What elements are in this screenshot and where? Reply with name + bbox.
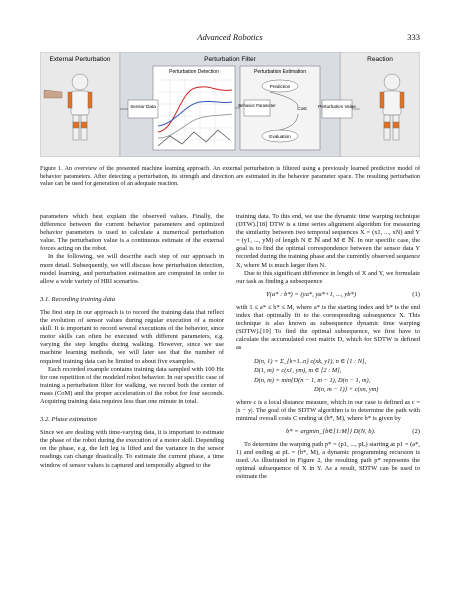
section-heading: 3.1. Recording training data (40, 295, 116, 303)
running-header (40, 32, 420, 44)
equation-line: D(n, 1) = Σ_{k=1..n} c(xk, y1), n ∈ [1 : N], (254, 357, 367, 365)
sensor-box (128, 100, 158, 118)
equation-body: b* = argmin_{b∈[1:M]} D(N, b). (286, 427, 376, 435)
equation-1 (236, 291, 420, 299)
overview-figure (40, 52, 420, 157)
pvalue-label: Perturbation Value (318, 104, 356, 109)
pvalue-box (322, 100, 352, 118)
filter-label: Perturbation Filter (204, 56, 256, 63)
behavior-label: Behavior Parameter (238, 103, 276, 108)
detection-box (153, 66, 235, 150)
cost-matrix-equations (254, 357, 420, 395)
paragraph: In the following, we will describe each step of our approach in more detail. Subsequently, we will discuss how perturbation detection, model learning, and perturbation estimation are computed in order to allow a wide variety of HRI scenarios. (40, 253, 224, 285)
paragraph: where c is a local distance measure, which in our case is defined as c = |x − y|. The goal of the SDTW algorithm is to determine the path with minimal overall costs C ending at (b*, M), where b* is given by (236, 398, 420, 422)
equation-line: D(n, m − 1)} + c(xn, ym) (314, 386, 379, 393)
prediction-label: Prediction (269, 84, 291, 89)
left-column (40, 213, 224, 470)
reaction-label: Reaction (367, 56, 393, 63)
paragraph: Since we are dealing with time-varying data, it is important to estimate the phase of the robot during the execution of a motor skill. Depending on the phase, e.g. the left leg is lifted and the variance in the sensor readings can change drastically. To estimate the current phase, a time window of sensor values is captured and temporally aligned to the (40, 429, 224, 469)
paragraph: The first step in our approach is to record the training data that reflect the evolution of sensor values during regular execution of a motor skill. It is important to record several executions of the behavior, since motor skills can often be executed with different parameters, e.g. varying the step lengths during walking. However, since we use machine learning methods, we will later see that the number of required training data can be limited to about five examples. (40, 308, 224, 365)
paragraph: training data. To this end, we use the dynamic time warping technique (DTW).[18] DTW is a time series alignment algorithm for measuring the similarity between two temporal sequences X = (x1, ..., xN) and Y = (y1, ..., yM) of length N ∈ ℕ and M ∈ ℕ. In our specific case, the goal is to find the optimal correspondence between the sensor data Y recorded during the training phase and the currently observed sequence X, where M is much larger then N. (236, 213, 420, 269)
page-number: 333 (407, 32, 420, 42)
detection-label: Perturbation Detection (169, 69, 219, 75)
paragraph: Due to this significant difference in length of X and Y, we formulate our task as finding a subsequence (236, 269, 420, 285)
equation-number: (2) (412, 427, 420, 435)
equation-body: Y(a* : b*) = (ya*, ya*+1, ..., yb*) (266, 290, 357, 298)
paragraph: To determine the warping path p* = (p1, ..., pL) starting at p1 = (a*, 1) and ending at pL = (b*, M), a dynamic programming recursion is used. As illustrated in Figure 2, the resulting path p* represents the optimal subsequence of X in Y. As a result, SDTW can be used to estimate the (236, 440, 420, 481)
evaluation-label: Evaluation (269, 134, 291, 139)
journal-title: Advanced Robotics (197, 32, 263, 42)
figure-caption: Figure 1. An overview of the presented machine learning approach. An external perturbation is filtered using a previously learned predictive model of behavior parameters. After detecting a perturbation, its strength and direction are estimated in the behavior parameter space. The resulting perturbation value can be used for generation of an adequate reaction. (40, 166, 420, 187)
paragraph: with 1 ≤ a* ≤ b* ≤ M, where a* is the starting index and b* is the end index that optimally fit to the corresponding subsequence X. This technique is also known as subsequence dynamic time warping (SDTW).[19] To find the optimal subsequence, we first have to calculate the accumulated cost matrix D, which for SDTW is defined as (236, 303, 420, 352)
paragraph: parameters which best explain the observed values. Finally, the difference between the current behavior parameters and optimized behavior parameters is used to calculate a numerical perturbation value. The perturbation value is a continuous estimate of the external forces acting on the robot. (40, 213, 224, 253)
section-heading: 3.2. Phase estimation (40, 416, 97, 424)
external-label: External Perturbation (49, 56, 111, 63)
equation-line: D(1, m) = c(x1, ym), m ∈ [2 : M], (254, 367, 342, 374)
equation-2 (236, 428, 420, 436)
equation-line: D(n, m) = min{D(n − 1, m − 1), D(n − 1, m), (254, 376, 371, 384)
equation-number: (1) (412, 290, 420, 298)
paragraph: Each recorded example contains training data sampled with 100 Hz for one repetition of the modeled robot behavior. In our specific case of training a perturbation filter for walking, we record both the center of mass (CoM) and the proper acceleration of the robot for four seconds. Acquiring training data requires less than one minute in total. (40, 365, 224, 405)
cost-label: Cost (297, 106, 307, 111)
right-column (236, 213, 420, 481)
estimation-label: Perturbation Estimation (254, 69, 306, 75)
sensor-label: Sensor Data (130, 104, 156, 109)
